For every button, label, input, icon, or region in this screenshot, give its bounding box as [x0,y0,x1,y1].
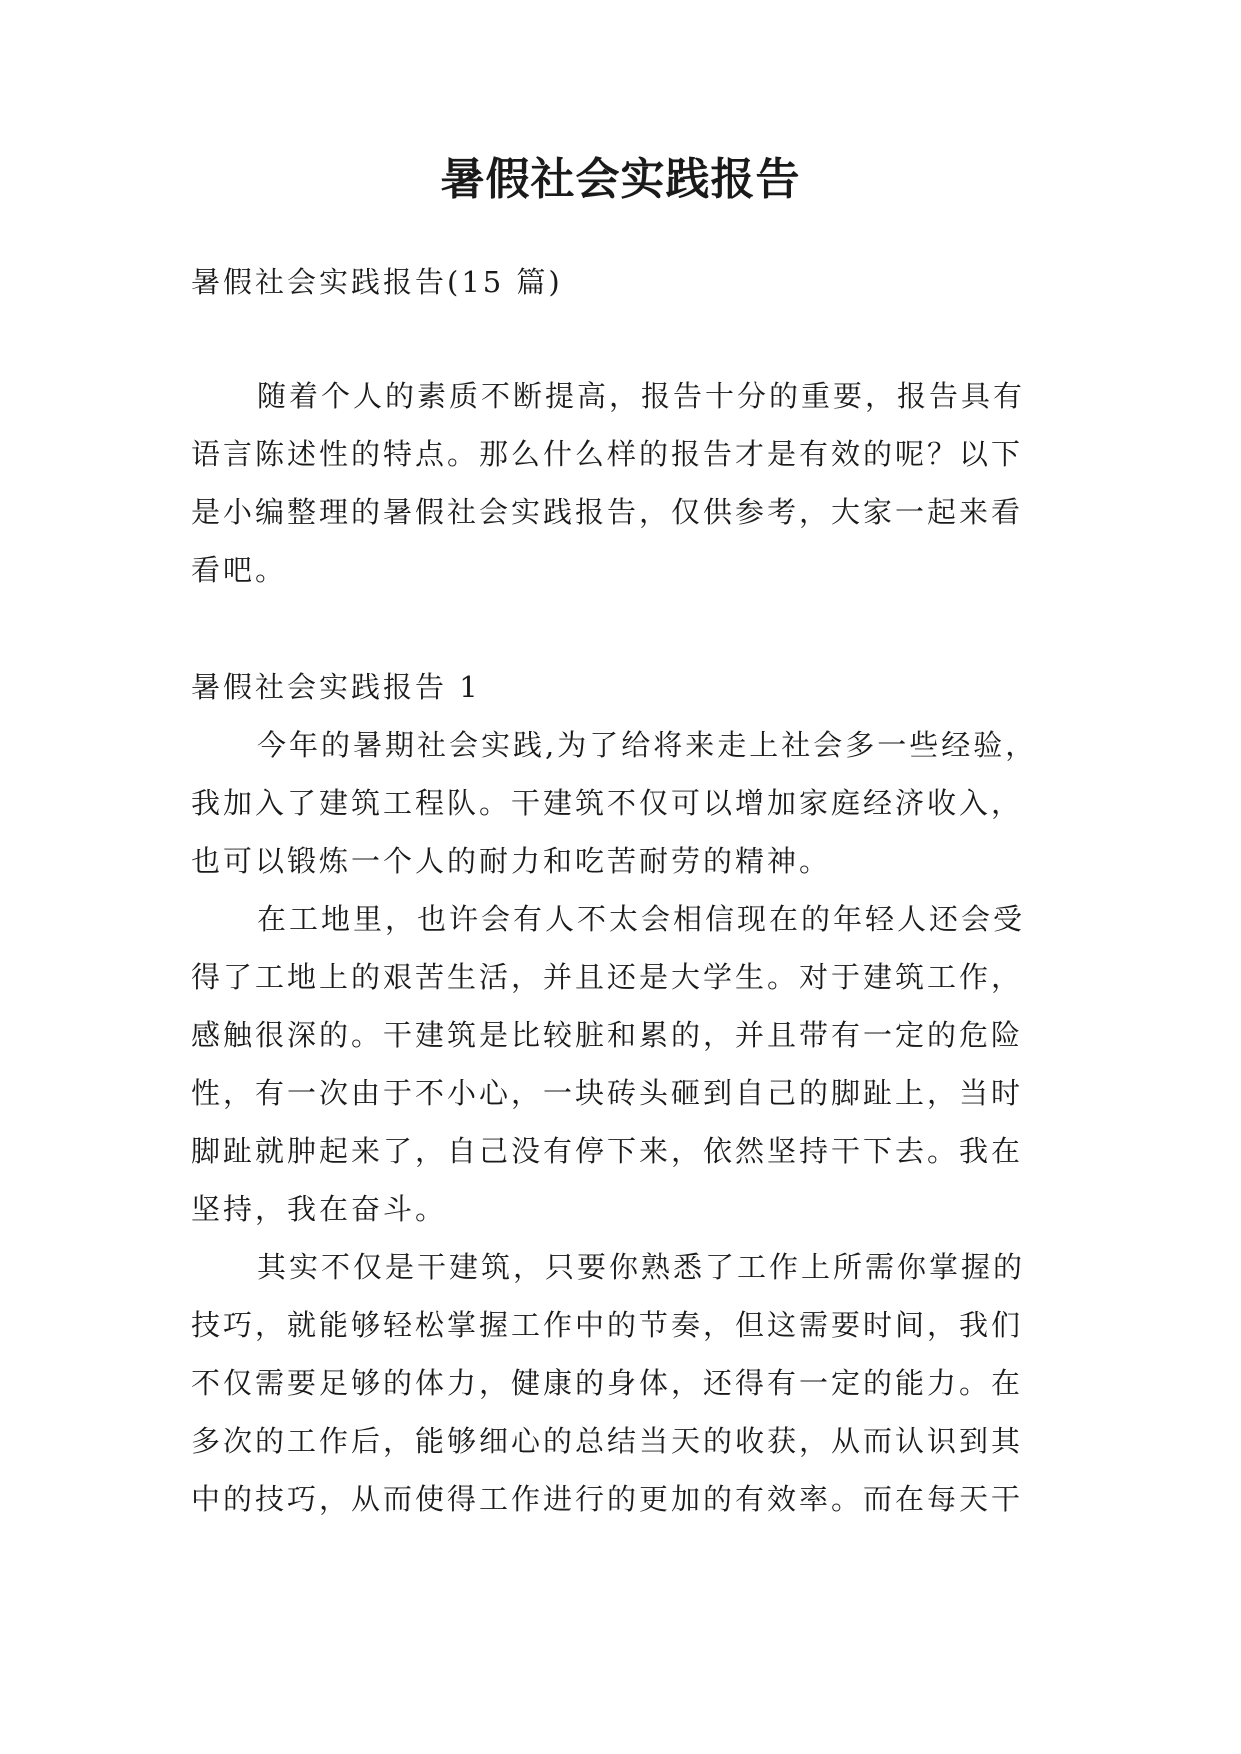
body-line: 我加入了建筑工程队。干建筑不仅可以增加家庭经济收入， [191,786,1024,820]
body-line: 多次的工作后，能够细心的总结当天的收获，从而认识到其 [191,1424,1024,1458]
intro-line: 看吧。 [191,553,288,587]
body-line: 其实不仅是干建筑，只要你熟悉了工作上所需你掌握的 [257,1250,1026,1284]
body-line: 性，有一次由于不小心，一块砖头砸到自己的脚趾上，当时 [191,1076,1024,1110]
body-line: 也可以锻炼一个人的耐力和吃苦耐劳的精神。 [191,844,832,878]
body-line: 感触很深的。干建筑是比较脏和累的，并且带有一定的危险 [191,1018,1024,1052]
body-line: 今年的暑期社会实践,为了给将来走上社会多一些经验， [257,728,1038,762]
body-line: 技巧，就能够轻松掌握工作中的节奏，但这需要时间，我们 [191,1308,1024,1342]
intro-line: 随着个人的素质不断提高，报告十分的重要，报告具有 [257,379,1026,413]
section-heading: 暑假社会实践报告 1 [191,670,481,704]
intro-line: 是小编整理的暑假社会实践报告，仅供参考，大家一起来看 [191,495,1024,529]
document-subtitle: 暑假社会实践报告(15 篇) [191,265,563,299]
intro-line: 语言陈述性的特点。那么什么样的报告才是有效的呢？以下 [191,437,1024,471]
document-title: 暑假社会实践报告 [440,154,801,205]
body-line: 在工地里，也许会有人不太会相信现在的年轻人还会受 [257,902,1026,936]
body-line: 脚趾就肿起来了，自己没有停下来，依然坚持干下去。我在 [191,1134,1024,1168]
body-line: 得了工地上的艰苦生活，并且还是大学生。对于建筑工作， [191,960,1024,994]
body-line: 中的技巧，从而使得工作进行的更加的有效率。而在每天干 [191,1482,1024,1516]
body-line: 不仅需要足够的体力，健康的身体，还得有一定的能力。在 [191,1366,1024,1400]
body-line: 坚持，我在奋斗。 [191,1192,448,1226]
